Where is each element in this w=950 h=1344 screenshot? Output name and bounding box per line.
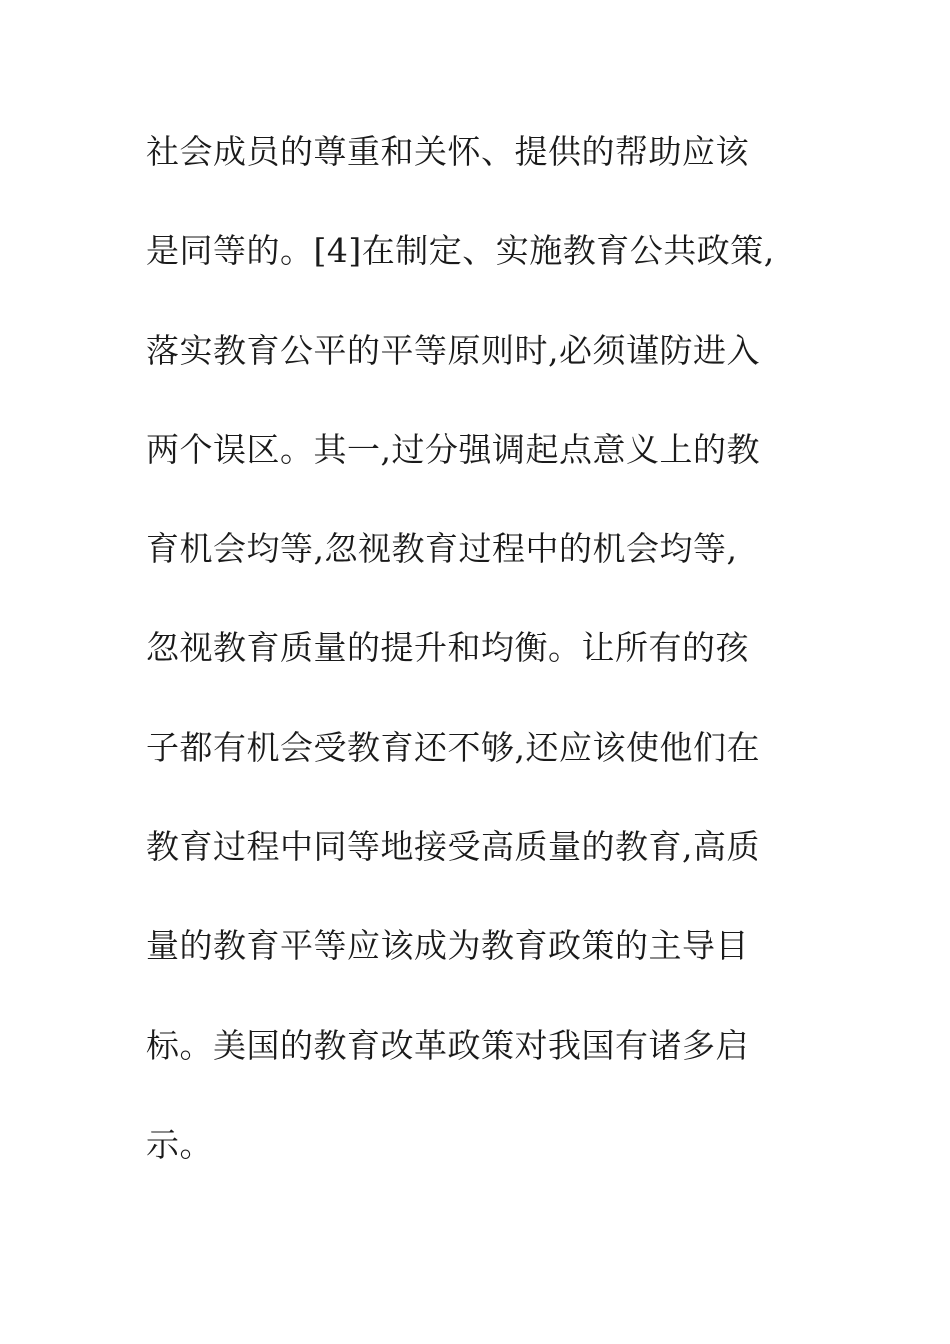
text-line: 是同等的。[4]在制定、实施教育公共政策, [146,231,775,271]
text-line: 量的教育平等应该成为教育政策的主导目 [146,926,749,966]
text-line: 子都有机会受教育还不够,还应该使他们在 [146,727,760,767]
text-line: 标。美国的教育改革政策对我国有诸多启 [146,1025,749,1065]
text-line: 育机会均等,忽视教育过程中的机会均等, [146,529,738,569]
text-line: 社会成员的尊重和关怀、提供的帮助应该 [146,132,749,171]
text-line: 示。 [146,1124,213,1164]
body-paragraph [146,122,826,1214]
text-line: 两个误区。其一,过分强调起点意义上的教 [146,429,760,469]
text-line: 落实教育公平的平等原则时,必须谨防进入 [146,330,760,370]
text-line: 教育过程中同等地接受高质量的教育,高质 [146,827,760,867]
text-line: 忽视教育质量的提升和均衡。让所有的孩 [146,628,749,668]
